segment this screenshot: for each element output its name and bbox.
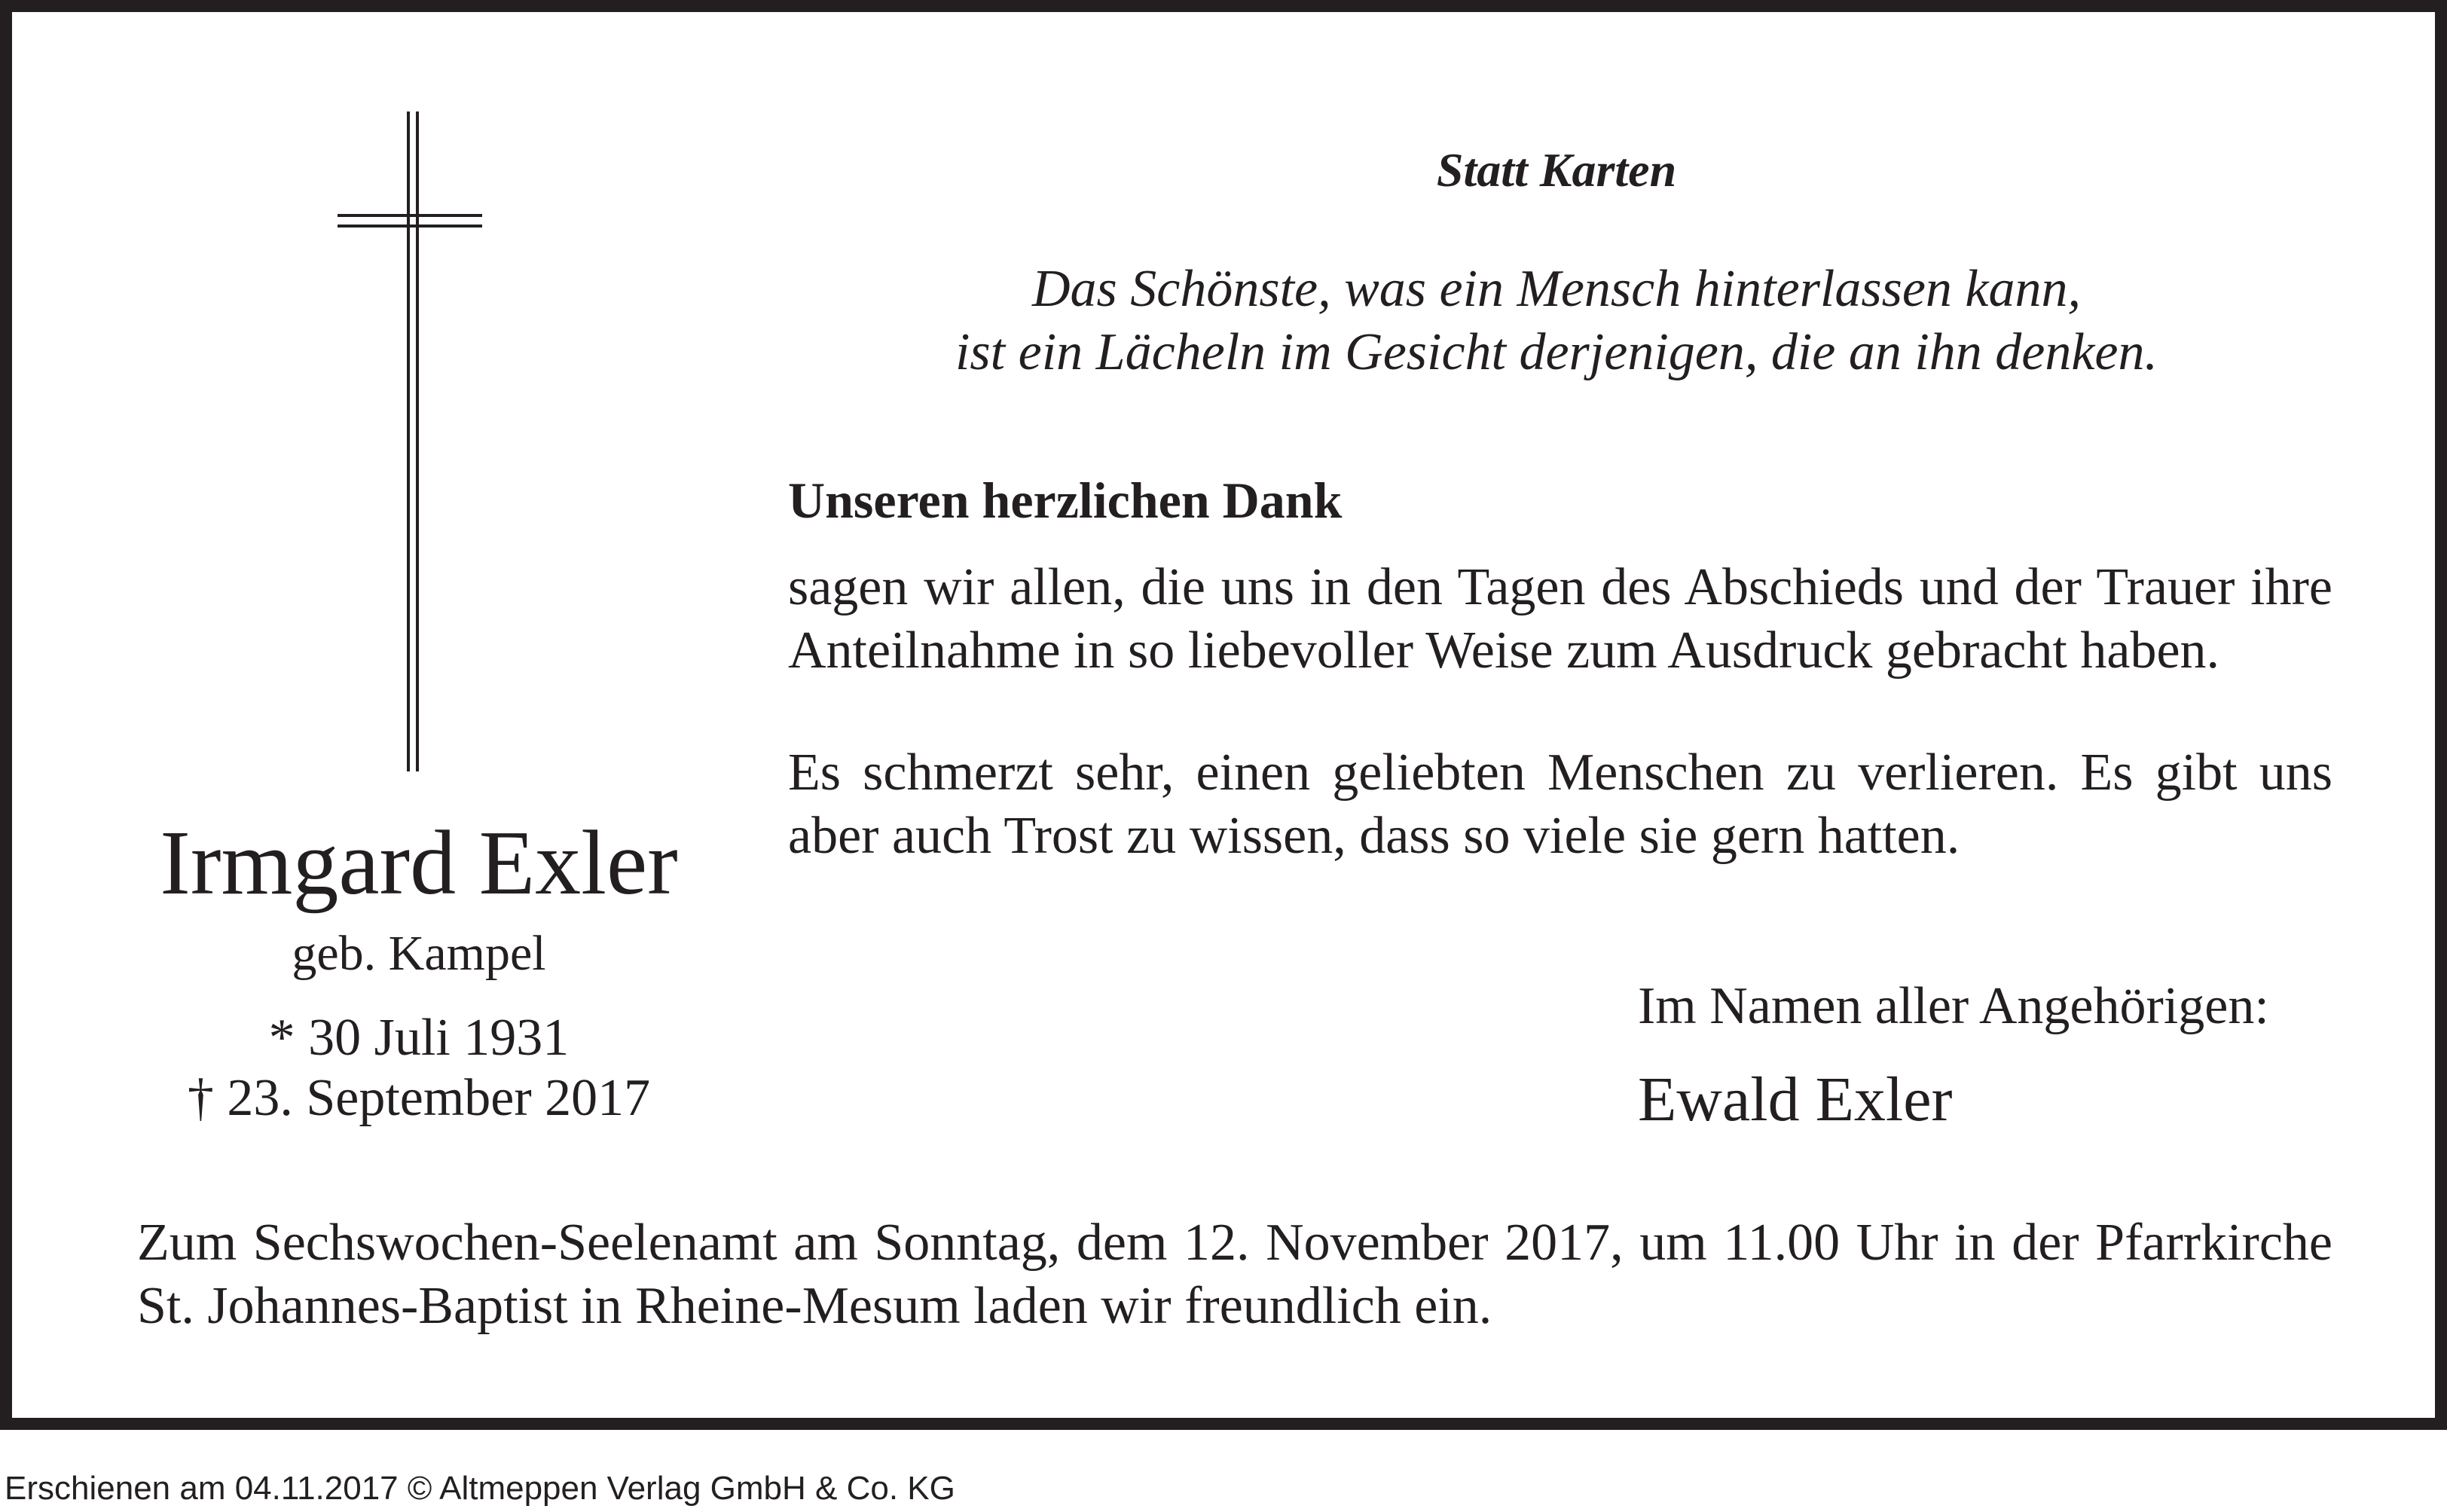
cross-icon — [338, 111, 482, 771]
birth-date: * 30 Juli 1931 — [268, 1009, 570, 1067]
quote-line-1: Das Schönste, was ein Mensch hinterlassen kann, — [1031, 260, 2082, 318]
death-date: † 23. September 2017 — [187, 1069, 651, 1127]
heading-statt-karten: Statt Karten — [1436, 143, 1677, 197]
thanks-paragraph-2: Es schmerzt sehr, einen geliebten Menschen zu verlieren. Es gibt uns aber auch Trost zu wissen, dass so viele sie gern hatten. — [788, 744, 2332, 865]
memorial-mass-notice: Zum Sechswochen-Seelenamt am Sonntag, dem 12. November 2017, um 11.00 Uhr in der Pfarrkirche St. Johannes-Baptist in Rheine-Mesum laden wir freundlich ein. — [137, 1214, 2332, 1335]
signature-label: Im Namen aller Angehörigen: — [1638, 977, 2269, 1035]
quote — [788, 258, 2325, 384]
signature-name: Ewald Exler — [1638, 1065, 1953, 1135]
thanks-title: Unseren herzlichen Dank — [788, 472, 1343, 529]
quote-line-2: ist ein Lächeln im Gesicht derjenigen, die an ihn denken. — [955, 323, 2158, 381]
thanks-paragraph-1: sagen wir allen, die uns in den Tagen des Abschieds und der Trauer ihre Anteilnahme in so liebevoller Weise zum Ausdruck gebracht haben. — [788, 558, 2332, 680]
publication-footer: Erschienen am 04.11.2017 © Altmeppen Verlag GmbH & Co. KG — [5, 1470, 955, 1507]
deceased-maiden-name: geb. Kampel — [292, 926, 546, 981]
deceased-name: Irmgard Exler — [160, 812, 678, 914]
